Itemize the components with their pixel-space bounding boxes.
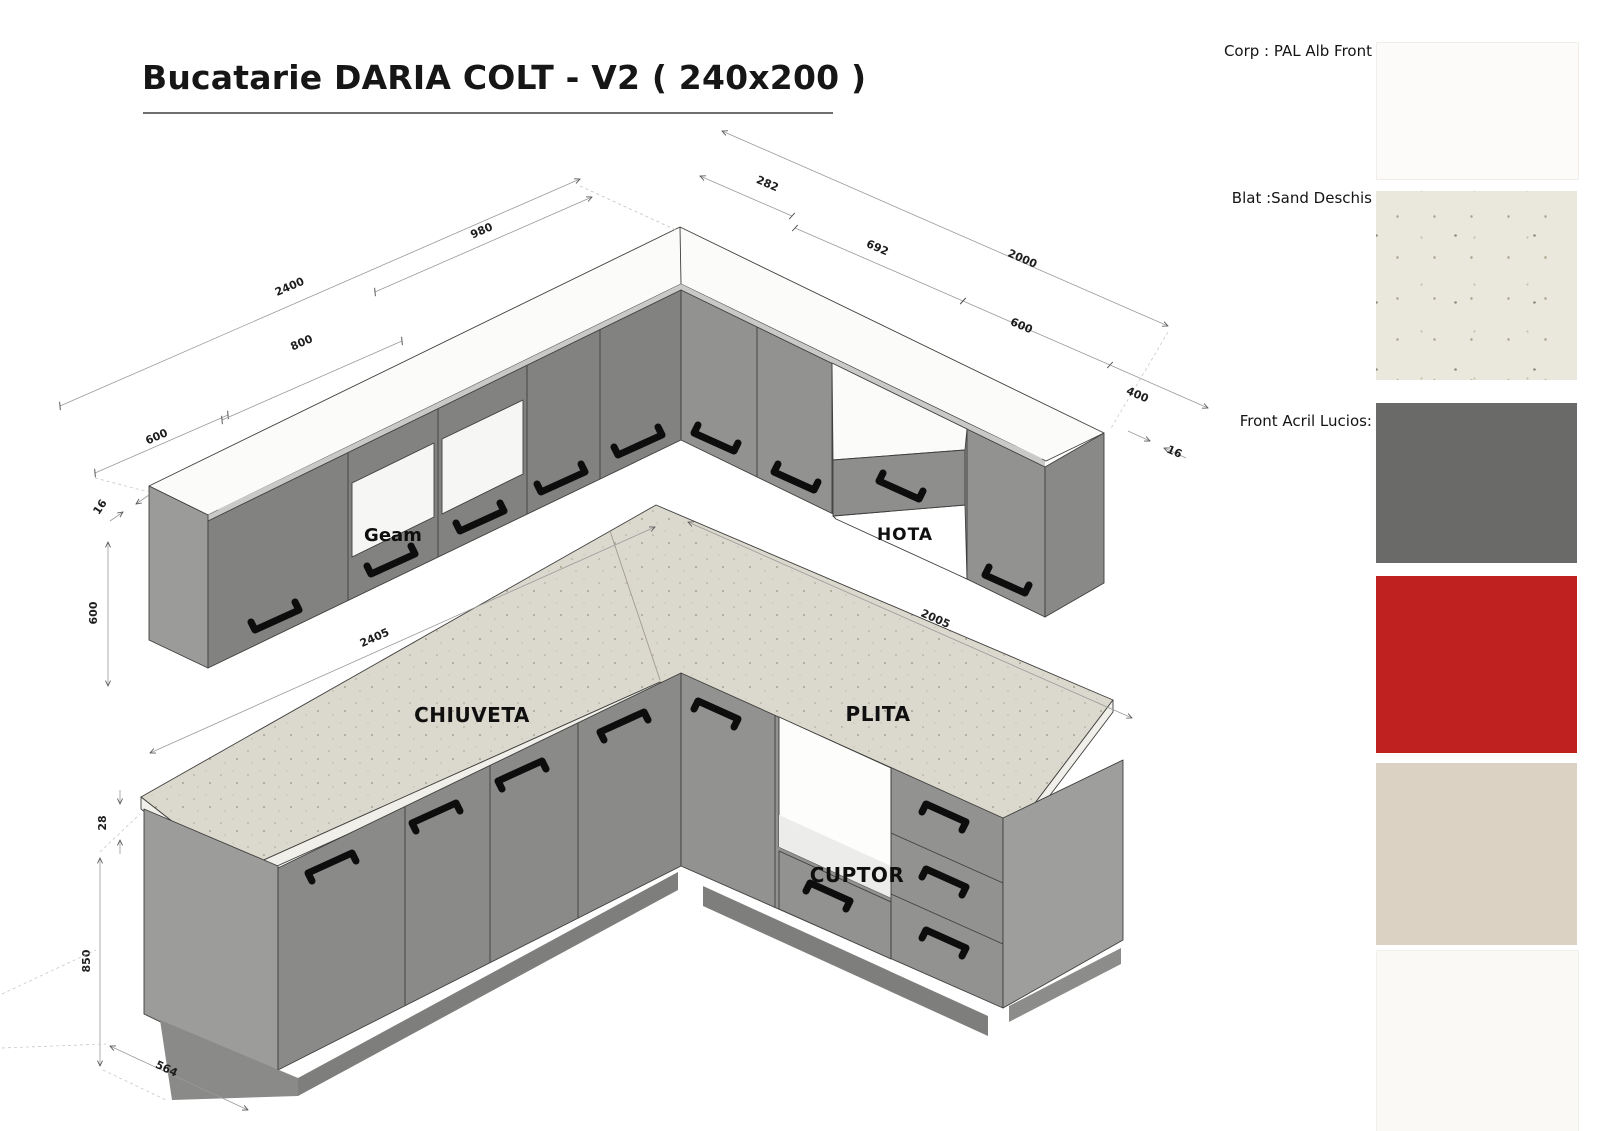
dim-2405: 2405 bbox=[357, 625, 392, 650]
swatch-front-red bbox=[1376, 576, 1577, 753]
front-material-label: Front Acril Lucios: bbox=[1239, 412, 1372, 430]
dim-564: 564 bbox=[153, 1058, 180, 1080]
dim-800: 800 bbox=[288, 332, 315, 354]
hota-label: HOTA bbox=[876, 525, 934, 545]
dim-850: 850 bbox=[80, 949, 93, 973]
dim-28: 28 bbox=[96, 815, 109, 831]
dim-692: 692 bbox=[864, 237, 891, 259]
dim-2005: 2005 bbox=[918, 606, 953, 631]
dim-2400: 2400 bbox=[272, 274, 307, 299]
swatch-blat-sand-deschis bbox=[1376, 191, 1577, 380]
swatch-front-white bbox=[1376, 950, 1579, 1131]
dim-282: 282 bbox=[754, 173, 781, 195]
hota-door bbox=[833, 450, 965, 516]
dim-600-height: 600 bbox=[87, 601, 100, 625]
plita-label: PLITA bbox=[845, 702, 911, 726]
dim-600-right: 600 bbox=[1008, 315, 1035, 337]
dim-600-left: 600 bbox=[143, 426, 170, 448]
dim-2000: 2000 bbox=[1005, 246, 1040, 271]
geam-label: Geam bbox=[364, 525, 422, 546]
dim-400: 400 bbox=[1124, 384, 1151, 406]
swatch-front-beige bbox=[1376, 763, 1577, 945]
swatch-corp-pal-alb bbox=[1376, 42, 1579, 180]
chiuveta-label: CHIUVETA bbox=[414, 703, 530, 727]
dim-980: 980 bbox=[468, 220, 495, 242]
dim-16-left: 16 bbox=[90, 497, 110, 518]
cuptor-label: CUPTOR bbox=[809, 863, 905, 887]
page-title: Bucatarie DARIA COLT - V2 ( 240x200 ) bbox=[142, 58, 867, 97]
blat-material-label: Blat :Sand Deschis bbox=[1231, 189, 1372, 207]
dim-16-right: 16 bbox=[1164, 442, 1185, 461]
swatch-front-gray bbox=[1376, 403, 1577, 563]
corp-material-label: Corp : PAL Alb Front bbox=[1223, 42, 1372, 60]
title-underline bbox=[143, 112, 833, 114]
